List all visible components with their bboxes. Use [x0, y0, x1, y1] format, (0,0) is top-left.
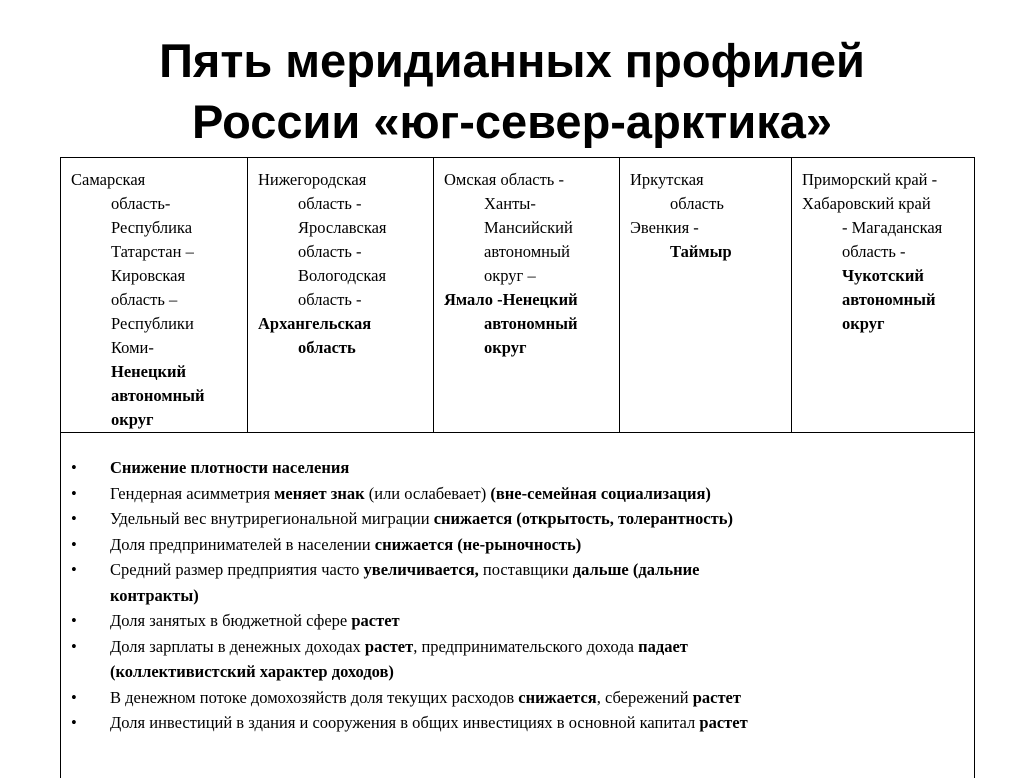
emphasis-text: растет	[364, 636, 414, 656]
cell-line: округ –	[484, 266, 536, 285]
bullet-icon: •	[71, 611, 77, 630]
list-item	[61, 685, 974, 711]
profile-cell-4	[619, 158, 791, 432]
cell-line: - Магаданская	[842, 218, 943, 237]
cell-line: округ	[484, 338, 527, 357]
emphasis-text: дальше (дальние	[572, 560, 700, 579]
profile-cell-2	[247, 158, 433, 432]
body-text: (или ослабевает)	[364, 483, 491, 503]
list-item-line	[110, 608, 974, 634]
body-text: Доля предпринимателей в населении	[110, 534, 375, 554]
cell-line: Таймыр	[670, 242, 732, 261]
emphasis-text: (коллективистский характер доходов)	[110, 662, 394, 681]
list-item-line	[110, 685, 974, 711]
body-text: В денежном потоке домохозяйств доля текущих расходов	[110, 687, 519, 707]
list-item	[61, 557, 974, 608]
body-text: Доля занятых в бюджетной сфере	[110, 611, 352, 630]
bullet-icon: •	[71, 560, 77, 579]
cell-line: автономный	[842, 290, 936, 309]
cell-line: область -	[298, 194, 362, 213]
cell-line: Мансийский	[484, 218, 573, 237]
cell-line: округ	[111, 410, 154, 429]
list-item	[61, 481, 974, 507]
emphasis-text: растет	[699, 713, 748, 732]
cell-line: Республика	[111, 218, 193, 237]
profile-cell-5	[791, 158, 974, 432]
emphasis-text: падает	[638, 636, 688, 656]
cell-line: область -	[298, 242, 362, 261]
profile-cell-3	[433, 158, 619, 432]
body-text: поставщики	[478, 560, 573, 579]
cell-line: Вологодская	[298, 266, 387, 285]
body-text: Доля инвестиций в здания и сооружения в общих инвестициях в основной капитал	[110, 713, 700, 732]
list-item-line	[110, 659, 974, 685]
body-text: Удельный вес внутрирегиональной миграции	[110, 509, 434, 528]
bullet-icon: •	[71, 483, 77, 503]
list-item	[61, 455, 974, 481]
list-item-line	[110, 634, 974, 660]
body-text: Средний размер предприятия часто	[110, 560, 364, 579]
body-text: , сбережений	[596, 687, 693, 707]
profiles-table	[60, 157, 975, 778]
emphasis-text: снижается	[518, 687, 597, 707]
emphasis-text: растет	[351, 611, 400, 630]
list-item-line	[110, 481, 974, 507]
emphasis-text: Снижение плотности населения	[110, 458, 350, 477]
cell-line: автономный	[484, 242, 570, 261]
list-item-line	[110, 532, 974, 558]
list-item-line	[110, 583, 974, 609]
emphasis-text: снижается (не-рыночность)	[374, 534, 582, 554]
bullet-icon: •	[71, 687, 77, 707]
body-text: , предпринимательского дохода	[413, 636, 639, 656]
bullet-icon: •	[71, 636, 77, 656]
cell-line: Самарская	[71, 170, 146, 189]
emphasis-text: снижается (открытость, толерантность)	[433, 509, 733, 528]
cell-line: Кировская	[111, 266, 186, 285]
list-item	[61, 506, 974, 532]
title-line-2: России «юг-север-арктика»	[191, 95, 833, 148]
profiles-row	[61, 158, 974, 433]
list-item-line	[110, 455, 974, 481]
cell-line: Ненецкий	[111, 362, 187, 381]
cell-line: Республики	[111, 314, 194, 333]
cell-line: область	[670, 194, 724, 213]
cell-line: область -	[298, 290, 362, 309]
cell-line: автономный	[484, 314, 578, 333]
cell-line: область –	[111, 290, 178, 309]
cell-line: Хабаровский край	[802, 194, 931, 213]
cell-line: область	[298, 338, 356, 357]
list-item	[61, 608, 974, 634]
bullet-icon: •	[71, 713, 77, 732]
list-item	[61, 634, 974, 685]
list-item-line	[110, 557, 974, 583]
list-item-line	[110, 506, 974, 532]
list-item	[61, 532, 974, 558]
cell-line: Татарстан –	[111, 242, 194, 261]
findings-list	[61, 455, 974, 736]
cell-line: Чукотский	[842, 266, 924, 285]
emphasis-text: (вне-семейная социализация)	[490, 483, 711, 503]
slide-title	[0, 30, 1024, 152]
cell-line: Нижегородская	[258, 170, 367, 189]
cell-line: Ямало -Ненецкий	[444, 290, 578, 309]
cell-line: Ханты-	[484, 194, 536, 213]
cell-line: Архангельская	[258, 314, 372, 333]
cell-line: Ярославская	[298, 218, 387, 237]
list-item	[61, 710, 974, 736]
cell-line: Коми-	[111, 338, 154, 357]
emphasis-text: растет	[692, 687, 741, 707]
profile-cell-1	[61, 158, 247, 432]
cell-line: автономный	[111, 386, 205, 405]
cell-line: Иркутская	[630, 170, 704, 189]
cell-line: Омская область -	[444, 170, 564, 189]
title-line-1: Пять меридианных профилей	[159, 34, 865, 87]
bullet-icon: •	[71, 509, 77, 528]
cell-line: область-	[111, 194, 171, 213]
emphasis-text: увеличивается,	[363, 560, 479, 579]
cell-line: Приморский край -	[802, 170, 938, 189]
bullet-icon: •	[71, 534, 77, 554]
emphasis-text: контракты)	[110, 585, 199, 605]
bullet-icon: •	[71, 458, 77, 477]
cell-line: область -	[842, 242, 906, 261]
cell-line: округ	[842, 314, 885, 333]
body-text: Гендерная асимметрия	[110, 483, 275, 503]
list-item-line	[110, 710, 974, 736]
emphasis-text: меняет знак	[274, 483, 365, 503]
cell-line: Эвенкия -	[630, 218, 699, 237]
body-text: Доля зарплаты в денежных доходах	[110, 636, 365, 656]
